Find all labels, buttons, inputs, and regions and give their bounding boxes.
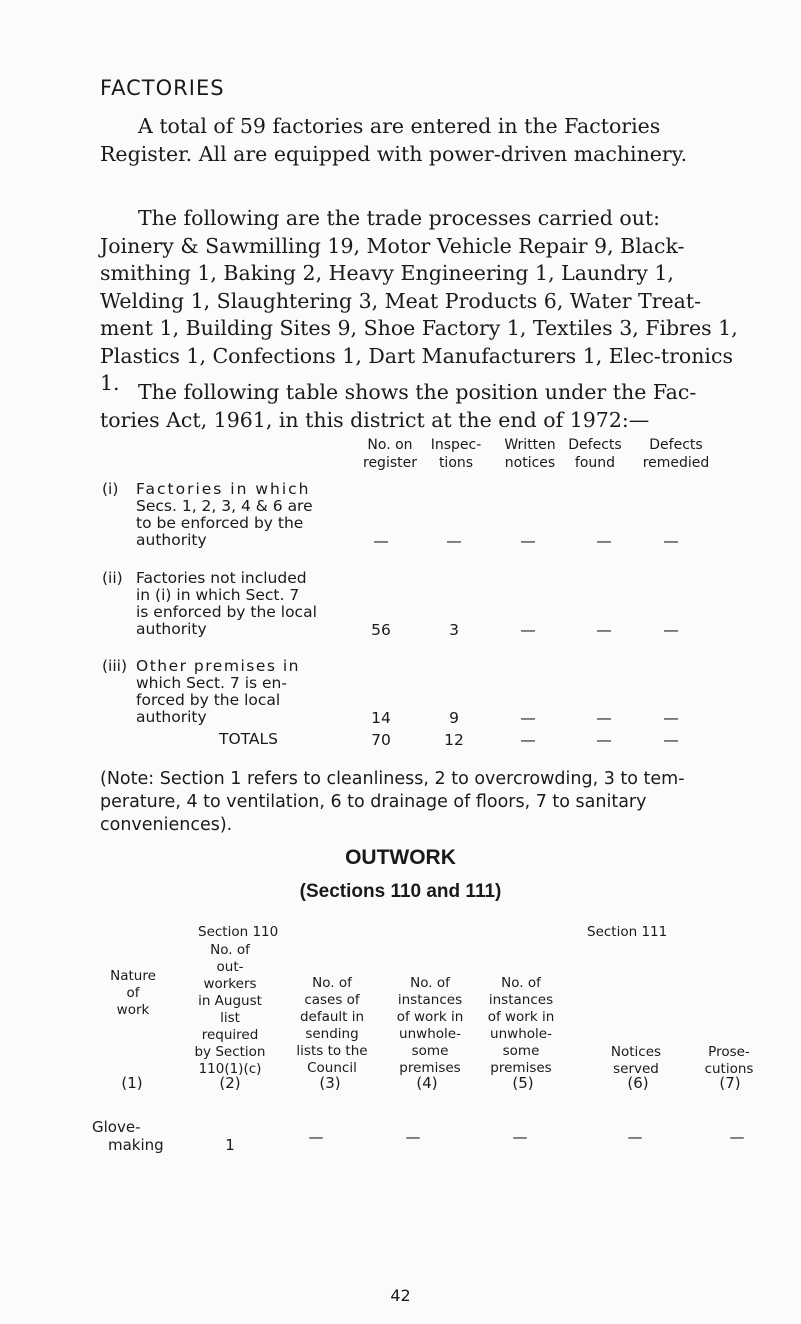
row-line: authority	[136, 708, 207, 726]
col-line: No. of	[501, 975, 541, 991]
row-line: authority	[136, 531, 207, 549]
section-note: (Note: Section 1 refers to cleanliness, 2 to overcrowding, 3 to tem-perature, 4 to ventilation, 6 to drainage of floors, 7 to sanitary conveniences).	[100, 769, 685, 835]
outwork-col-3	[282, 975, 382, 1077]
col-header-notices-line2: notices	[504, 455, 556, 471]
outwork-col-1	[88, 968, 178, 1019]
row-line: Glove-	[92, 1118, 141, 1136]
row-number: (ii)	[102, 569, 123, 587]
totals-cell: 12	[444, 731, 464, 749]
totals-cell: 70	[371, 731, 391, 749]
section-111-label: Section 111	[587, 924, 668, 940]
row-line: to be enforced by the	[136, 514, 304, 532]
col-line: Notices	[610, 1044, 662, 1060]
table-cell: —	[596, 709, 612, 727]
col-line: No. of	[410, 975, 450, 991]
row-line: in (i) in which Sect. 7	[136, 586, 300, 604]
page-number: 42	[390, 1286, 411, 1305]
col-line: in August	[198, 993, 262, 1009]
col-line: No. of	[210, 942, 250, 958]
col-line: lists to the	[296, 1043, 368, 1059]
col-line: Nature	[110, 968, 156, 984]
col-header-inspections-line2: tions	[438, 455, 474, 471]
col-line: premises	[490, 1060, 552, 1076]
outwork-col-2	[180, 924, 280, 1078]
col-line: instances	[397, 992, 463, 1008]
row-line: which Sect. 7 is en-	[136, 674, 287, 692]
outwork-col-7	[689, 1044, 769, 1078]
col-line: Council	[307, 1060, 357, 1076]
outwork-col-5	[471, 975, 571, 1077]
row-number: (iii)	[102, 657, 128, 675]
col-line: cases of	[304, 992, 360, 1008]
page-heading: FACTORIES	[100, 76, 225, 100]
table-row-label-iii	[102, 658, 382, 726]
col-header-notices-line1: Written	[504, 437, 556, 453]
col-line: of	[126, 985, 140, 1001]
col-line: cutions	[704, 1061, 754, 1077]
table-cell: —	[596, 621, 612, 639]
column-number: (1)	[121, 1074, 143, 1092]
totals-label: TOTALS	[219, 730, 279, 748]
col-header-inspections-line1: Inspec-	[430, 437, 482, 453]
row-line: making	[108, 1136, 164, 1154]
row-line: is enforced by the local	[136, 603, 317, 621]
outwork-cell: —	[405, 1128, 421, 1146]
col-line: some	[502, 1043, 540, 1059]
table-cell: —	[663, 621, 679, 639]
outwork-cell: —	[729, 1128, 745, 1146]
outwork-cell: 1	[225, 1136, 235, 1154]
paragraph-register: A total of 59 factories are entered in the Factories Register. All are equipped with power-driven machinery.	[100, 114, 688, 166]
col-line: list	[220, 1010, 240, 1026]
outwork-col-6	[596, 1044, 676, 1078]
section-110-label: Section 110	[198, 924, 279, 940]
col-header-defects-found	[555, 436, 635, 472]
row-line: Secs. 1, 2, 3, 4 & 6 are	[136, 497, 313, 515]
table-cell: —	[520, 709, 536, 727]
outwork-cell: —	[512, 1128, 528, 1146]
col-line: unwhole-	[399, 1026, 461, 1042]
table-cell: —	[446, 532, 462, 550]
col-header-defects-remedied	[630, 436, 722, 472]
col-line: required	[201, 1027, 259, 1043]
col-header-remedied-line2: remedied	[642, 455, 710, 471]
column-number: (3)	[319, 1074, 341, 1092]
table-cell: —	[520, 532, 536, 550]
col-header-register-line1: No. on	[367, 437, 413, 453]
col-line: some	[411, 1043, 449, 1059]
table-cell: 3	[449, 621, 459, 639]
paragraph-table-intro: The following table shows the position under the Fac-tories Act, 1961, in this district at the end of 1972:—	[100, 380, 697, 432]
col-line: instances	[488, 992, 554, 1008]
column-number: (6)	[627, 1074, 649, 1092]
row-line: authority	[136, 620, 207, 638]
table-cell: —	[520, 621, 536, 639]
table-row-label-i	[102, 481, 382, 549]
table-cell: 56	[371, 621, 391, 639]
col-header-found-line2: found	[574, 455, 616, 471]
col-line: of work in	[396, 1009, 464, 1025]
totals-cell: —	[663, 731, 679, 749]
outwork-subtitle: (Sections 110 and 111)	[299, 881, 502, 902]
col-line: 110(1)(c)	[198, 1061, 262, 1077]
col-line: out-	[216, 959, 244, 975]
table-cell: —	[663, 532, 679, 550]
row-line: Factories in which	[136, 480, 311, 498]
table-cell: 14	[371, 709, 391, 727]
col-line: work	[116, 1002, 150, 1018]
outwork-col-4	[380, 975, 480, 1077]
col-line: Prose-	[708, 1044, 750, 1060]
row-line: forced by the local	[136, 691, 281, 709]
table-cell: —	[373, 532, 389, 550]
col-header-remedied-line1: Defects	[649, 437, 703, 453]
paragraph-trade-processes: The following are the trade processes carried out: Joinery & Sawmilling 19, Motor Vehicle Repair 9, Black-smithing 1, Baking 2, Heavy Engineering 1, Laundry 1, Welding 1, Slaughtering 3, Meat Products 6, Water Treat-ment 1, Building Sites 9, Shoe Factory 1, Textiles 3, Fibres 1, Plastics 1, Confections 1, Dart Manufacturers 1, Elec-tronics 1.	[100, 206, 738, 395]
column-number: (7)	[719, 1074, 741, 1092]
col-line: workers	[203, 976, 257, 992]
table-cell: 9	[449, 709, 459, 727]
outwork-cell: —	[627, 1128, 643, 1146]
col-line: unwhole-	[490, 1026, 552, 1042]
col-line: served	[613, 1061, 659, 1077]
col-line: premises	[399, 1060, 461, 1076]
row-line: Factories not included	[136, 569, 307, 587]
table-cell: —	[596, 532, 612, 550]
row-line: Other premises in	[136, 657, 300, 675]
col-line: by Section	[194, 1044, 266, 1060]
col-header-found-line1: Defects	[568, 437, 622, 453]
col-line: of work in	[487, 1009, 555, 1025]
column-number: (4)	[416, 1074, 438, 1092]
col-line: default in	[299, 1009, 365, 1025]
col-header-register-line2: register	[363, 455, 417, 471]
totals-cell: —	[520, 731, 536, 749]
outwork-row-label	[92, 1118, 182, 1154]
col-line: No. of	[312, 975, 352, 991]
outwork-cell: —	[308, 1128, 324, 1146]
row-number: (i)	[102, 480, 119, 498]
column-number: (2)	[219, 1074, 241, 1092]
outwork-title: OUTWORK	[345, 846, 456, 869]
totals-cell: —	[596, 731, 612, 749]
table-row-label-ii	[102, 570, 382, 638]
table-cell: —	[663, 709, 679, 727]
col-line: sending	[305, 1026, 359, 1042]
column-number: (5)	[512, 1074, 534, 1092]
